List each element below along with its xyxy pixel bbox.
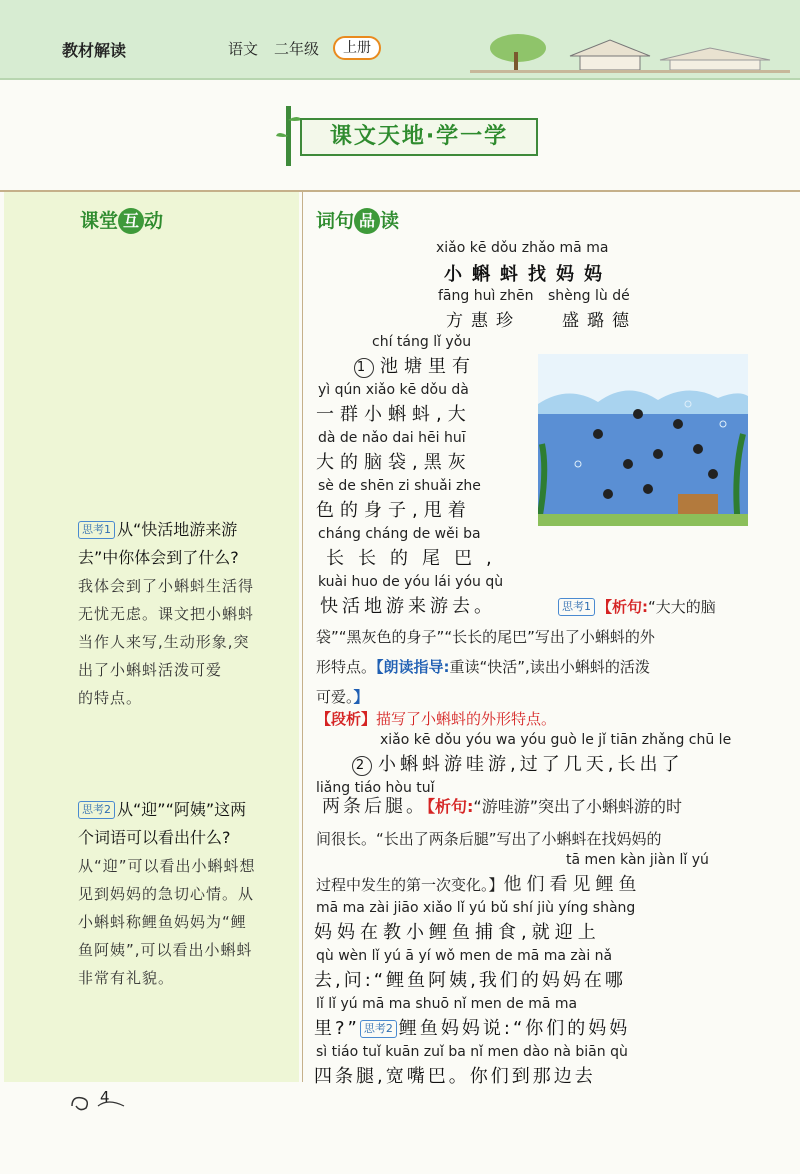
- p2-text: 四条腿,宽嘴巴。你们到那边去: [314, 1066, 596, 1087]
- page-header: [0, 0, 800, 80]
- think2-answer-line: 非常有礼貌。: [78, 969, 175, 987]
- p2-line-text: 两条后腿。: [322, 796, 427, 817]
- think1-answer-line: 当作人来写,生动形象,突: [78, 633, 250, 651]
- p2-line-text: 里?”: [314, 1018, 360, 1039]
- think1-answer-line: 无忧无虑。课文把小蝌蚪: [78, 605, 255, 623]
- author2-name: 盛璐德: [562, 311, 637, 331]
- reading-guide-close: 】: [353, 688, 369, 706]
- book-title: 教材解读: [62, 41, 127, 60]
- think1-tag: 思考1: [78, 521, 115, 539]
- landscape-decoration-icon: [470, 26, 790, 76]
- think2-question-line1: 从“迎”“阿姨”这两: [117, 800, 247, 819]
- author1-pinyin: fāng huì zhēn: [438, 288, 534, 304]
- paragraph-analysis: [316, 704, 756, 734]
- p2-analysis-line: [322, 792, 762, 822]
- main-title-circle: 品: [354, 208, 380, 234]
- p1-pinyin: chí táng lǐ yǒu: [372, 334, 472, 350]
- analysis-text: 过程中发生的第一次变化。】: [316, 876, 504, 894]
- think1-ref-tag: 思考1: [558, 598, 595, 616]
- think1-answer: [78, 572, 298, 712]
- reading-guide-label: 【朗读指导:: [376, 658, 450, 676]
- analysis-text: 袋”“黑灰色的身子”“长长的尾巴”写出了小蝌蚪的外: [316, 628, 655, 646]
- paragraph-number: 1: [354, 358, 374, 378]
- analysis-label: 【析句:: [597, 598, 648, 616]
- main-title-part-b: 读: [380, 210, 400, 232]
- p2-text: 去,问:“鲤鱼阿姨,我们的妈妈在哪: [314, 970, 626, 991]
- think2-question: [78, 796, 298, 852]
- main-title-part-a: 词句: [316, 210, 355, 232]
- p2-analysis-line: [316, 870, 766, 900]
- sidebar-title-part-a: 课堂: [80, 210, 119, 232]
- p1-text: 长长的尾巴,: [326, 548, 506, 569]
- think2-answer: [78, 852, 298, 992]
- think2-answer-line: 从“迎”可以看出小蝌蚪想: [78, 857, 256, 875]
- analysis-label: 【析句:: [427, 797, 474, 816]
- sidebar-panel: [4, 192, 299, 1082]
- analysis-text: 间很长。“长出了两条后腿”写出了小蝌蚪在找妈妈的: [316, 830, 662, 848]
- page-ornament-icon: [68, 1092, 128, 1114]
- grade-label: 二年级: [274, 40, 320, 58]
- think1-question-line1: 从“快活地游来游: [117, 520, 238, 539]
- p1-pinyin: sè de shēn zi shuǎi zhe: [318, 478, 481, 494]
- p2-line-text: 鲤鱼妈妈说:“你们的妈妈: [398, 1018, 631, 1039]
- p2-text: [352, 750, 683, 776]
- banner-title: 课文天地·学一学: [329, 124, 509, 149]
- think1-answer-line: 的特点。: [78, 689, 143, 707]
- think1-question: [78, 516, 298, 572]
- analysis-text: “游哇游”突出了小蝌蚪游的时: [473, 797, 682, 816]
- p1-pinyin: dà de nǎo dai hēi huī: [318, 430, 466, 446]
- p1-pinyin: cháng cháng de wěi ba: [318, 526, 481, 542]
- think1-question-line2: 去”中你体会到了什么?: [78, 548, 239, 567]
- think2-answer-line: 鱼阿姨”,可以看出小蝌蚪: [78, 941, 253, 959]
- sidebar-title-part-b: 动: [144, 210, 164, 232]
- p1-text: 大的脑袋,黑灰: [316, 452, 472, 473]
- p1-text: [354, 352, 476, 378]
- p2-pinyin: xiǎo kē dǒu yóu wa yóu guò le jǐ tiān zhǎng chū le: [380, 732, 732, 748]
- p1-pinyin: yì qún xiǎo kē dǒu dà: [318, 382, 469, 398]
- p1-pinyin: kuài huo de yóu lái yóu qù: [318, 574, 504, 590]
- analysis-text: 形特点。: [316, 658, 377, 676]
- volume-badge: 上册: [333, 36, 381, 60]
- lesson-title: 小蝌蚪找妈妈: [444, 264, 612, 285]
- p2-pinyin: lǐ lǐ yú mā ma shuō nǐ men de mā ma: [316, 996, 578, 1012]
- p2-line-text: 小蝌蚪游哇游,过了几天,长出了: [378, 754, 684, 775]
- p1-text: 色的身子,甩着: [316, 500, 472, 521]
- p1-line-text: 池塘里有: [380, 356, 476, 377]
- p1-text: 快活地游来游去。: [320, 596, 496, 617]
- think2-answer-line: 小蝌蚪称鲤鱼妈妈为“鲤: [78, 913, 247, 931]
- paragraph-number: 2: [352, 756, 372, 776]
- reading-guide-text: 重读“快活”,读出小蝌蚪的活泼: [449, 658, 650, 676]
- tadpole-pond-illustration: [538, 354, 748, 526]
- main-section-title: [316, 206, 399, 234]
- analysis1-block: [316, 592, 756, 712]
- reading-guide-text: 可爱。: [316, 688, 354, 706]
- bamboo-icon: [276, 106, 302, 166]
- section-banner: [0, 96, 800, 200]
- analysis-text: “大大的脑: [648, 598, 716, 616]
- title-pinyin: xiǎo kē dǒu zhǎo mā ma: [436, 240, 609, 256]
- paragraph-analysis-label: 【段析】: [316, 710, 377, 728]
- sidebar-section-title: [80, 206, 163, 234]
- author1-name: 方惠珍: [446, 311, 521, 331]
- think1-answer-line: 出了小蝌蚪活泼可爱: [78, 661, 223, 679]
- think2-question-line2: 个词语可以看出什么?: [78, 828, 231, 847]
- page-number: 4: [100, 1088, 110, 1106]
- sidebar-title-circle: 互: [118, 208, 144, 234]
- p2-pinyin: tā men kàn jiàn lǐ yú: [566, 852, 709, 868]
- p2-pinyin: liǎng tiáo hòu tuǐ: [316, 780, 435, 796]
- think2-tag: 思考2: [78, 801, 115, 819]
- p2-text: 妈妈在教小鲤鱼捕食,就迎上: [314, 922, 601, 943]
- think2-answer-line: 见到妈妈的急切心情。从: [78, 885, 255, 903]
- p2-line-text: 他们看见鲤鱼: [503, 874, 642, 895]
- banner-title-box: [300, 118, 538, 156]
- think1-answer-line: 我体会到了小蝌蚪生活得: [78, 577, 255, 595]
- subject-label: 语文: [228, 40, 259, 58]
- p2-pinyin: qù wèn lǐ yú ā yí wǒ men de mā ma zài nǎ: [316, 948, 613, 964]
- think2-ref-tag: 思考2: [360, 1020, 397, 1038]
- p2-pinyin: sì tiáo tuǐ kuān zuǐ ba nǐ men dào nà biān qù: [316, 1044, 628, 1060]
- p2-pinyin: mā ma zài jiāo xiǎo lǐ yú bǔ shí jiù yíng shàng: [316, 900, 636, 916]
- column-divider: [302, 192, 303, 1082]
- p2-text: [314, 1014, 630, 1040]
- author2-pinyin: shèng lù dé: [548, 288, 630, 304]
- paragraph-analysis-text: 描写了小蝌蚪的外形特点。: [376, 710, 557, 728]
- p1-text: 一群小蝌蚪,大: [316, 404, 472, 425]
